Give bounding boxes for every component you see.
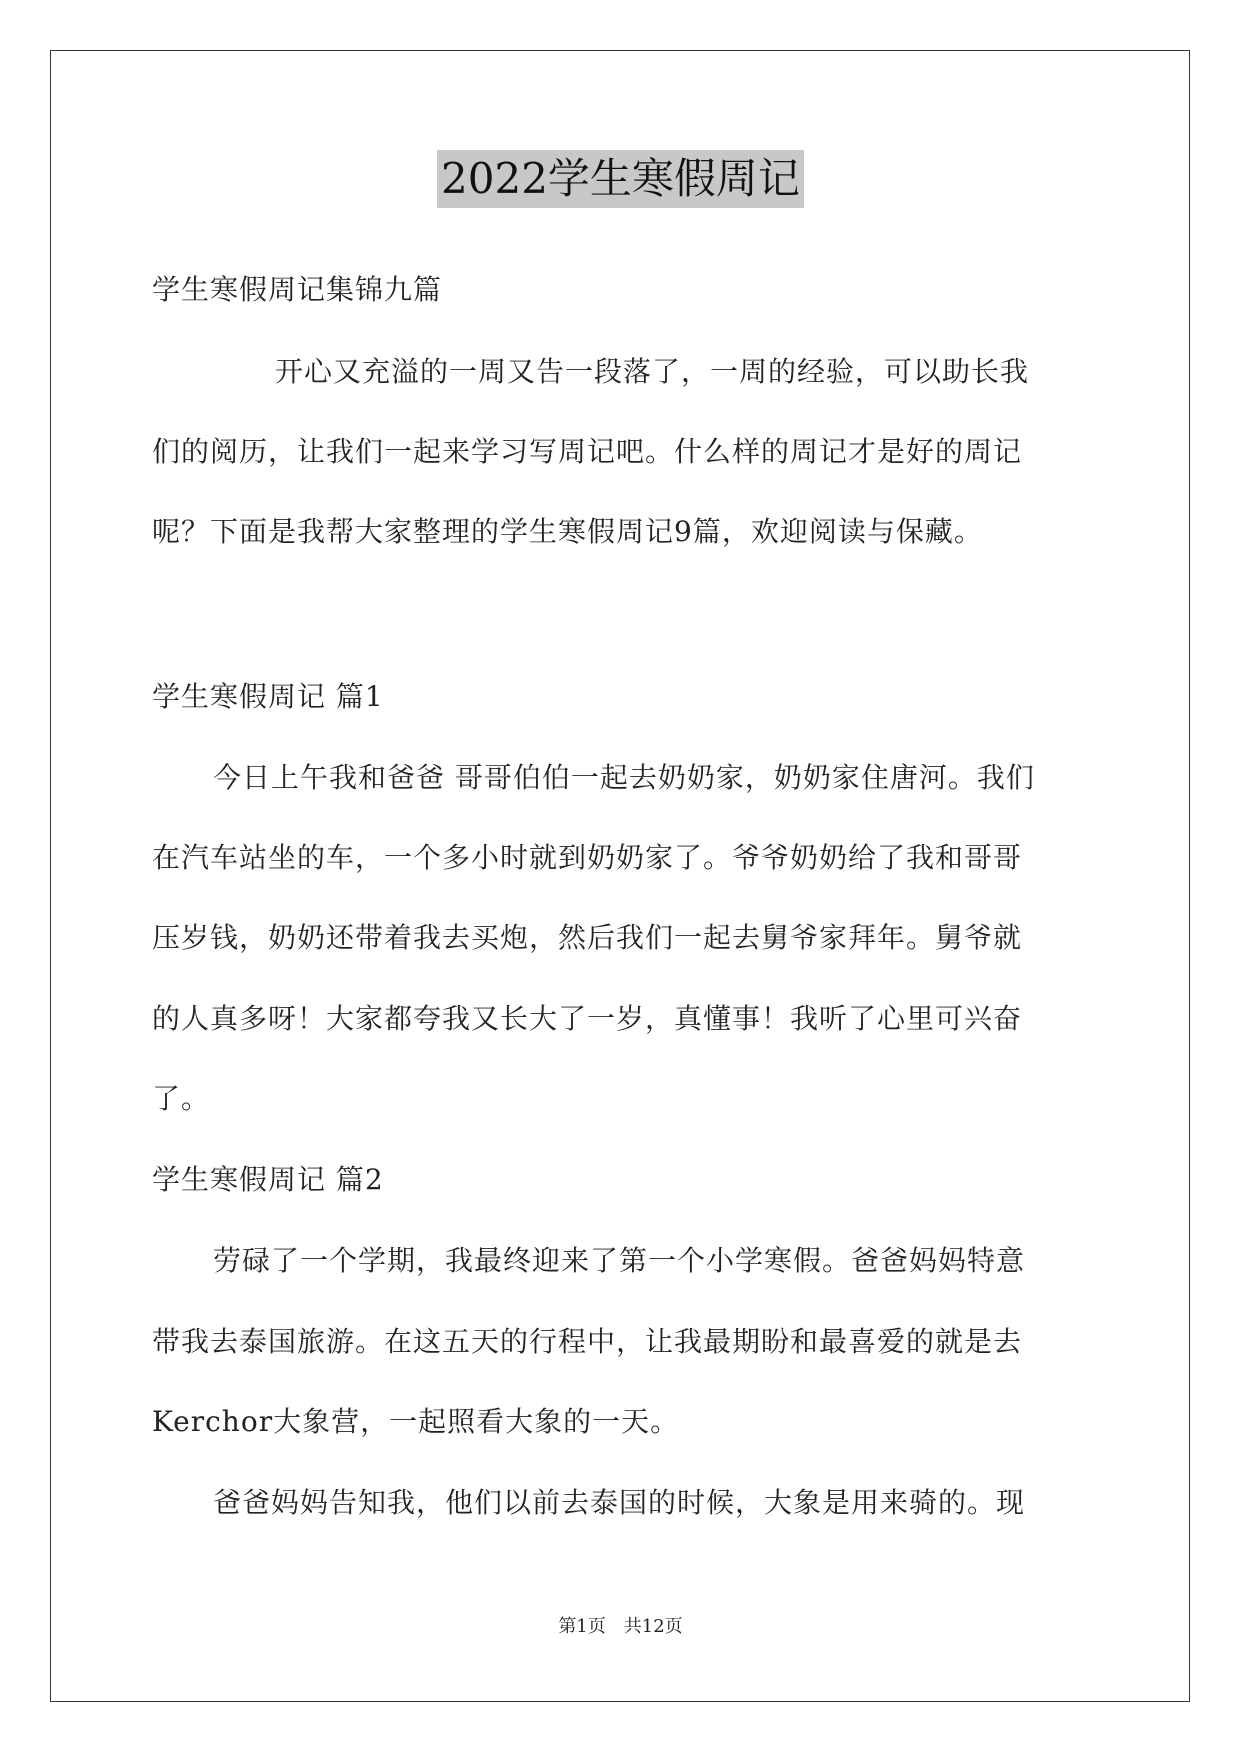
- paragraph-line: Kerchor大象营，一起照看大象的一天。: [152, 1405, 680, 1438]
- intro-line: 们的阅历，让我们一起来学习写周记吧。什么样的周记才是好的周记: [152, 435, 1023, 468]
- section-heading-1: 学生寒假周记 篇1: [152, 680, 384, 713]
- paragraph-line: 带我去泰国旅游。在这五天的行程中，让我最期盼和最喜爱的就是去: [152, 1325, 1023, 1358]
- document-subtitle: 学生寒假周记集锦九篇: [152, 273, 443, 306]
- paragraph-line: 的人真多呀！大家都夸我又长大了一岁，真懂事！我听了心里可兴奋: [152, 1002, 1023, 1035]
- intro-line: 呢？下面是我帮大家整理的学生寒假周记9篇，欢迎阅读与保藏。: [152, 515, 983, 548]
- title-container: [0, 150, 1241, 208]
- section-heading-2: 学生寒假周记 篇2: [152, 1163, 384, 1196]
- paragraph-line: 爸爸妈妈告知我，他们以前去泰国的时候，大象是用来骑的。现: [213, 1486, 1026, 1519]
- page-footer: [0, 1615, 1241, 1639]
- paragraph-line: 今日上午我和爸爸 哥哥伯伯一起去奶奶家，奶奶家住唐河。我们: [213, 761, 1035, 794]
- paragraph-line: 压岁钱，奶奶还带着我去买炮，然后我们一起去舅爷家拜年。舅爷就: [152, 921, 1023, 954]
- paragraph-line: 劳碌了一个学期，我最终迎来了第一个小学寒假。爸爸妈妈特意: [213, 1244, 1026, 1277]
- page-total: 共12页: [623, 1616, 683, 1637]
- page-number: 第1页: [558, 1616, 606, 1637]
- document-title: 2022学生寒假周记: [437, 150, 804, 208]
- paragraph-line: 在汽车站坐的车，一个多小时就到奶奶家了。爷爷奶奶给了我和哥哥: [152, 841, 1023, 874]
- paragraph-line: 了。: [152, 1082, 211, 1115]
- intro-line: 开心又充溢的一周又告一段落了，一周的经验，可以助长我: [275, 355, 1030, 388]
